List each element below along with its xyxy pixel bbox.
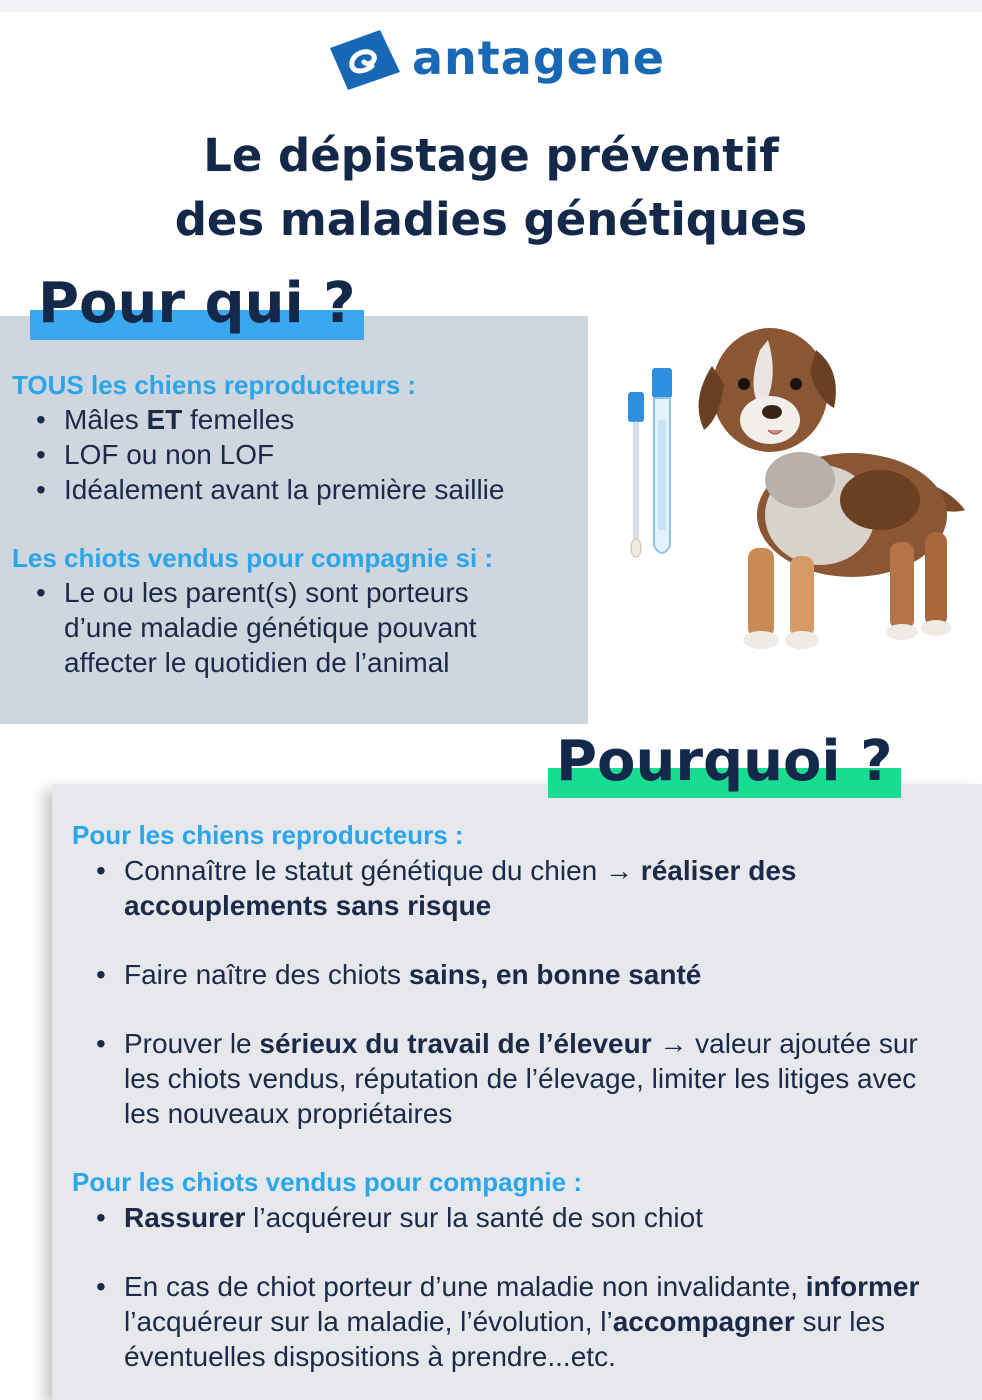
title-line-2: des maladies génétiques bbox=[174, 193, 808, 246]
bold-text: informer bbox=[805, 1271, 920, 1302]
bold-text: Rassurer bbox=[124, 1202, 246, 1233]
text-segment: LOF ou non LOF bbox=[64, 439, 275, 470]
list-item bbox=[14, 472, 574, 507]
list-item bbox=[74, 957, 944, 992]
who-subhead-2: Les chiots vendus pour compagnie si : bbox=[12, 543, 494, 573]
list-item bbox=[74, 1269, 969, 1374]
text-segment: Idéalement avant la première saillie bbox=[64, 474, 505, 505]
who-list-1 bbox=[14, 402, 574, 507]
test-tube-icon bbox=[652, 368, 672, 553]
text-segment: l’acquéreur sur la maladie, l’évolution, l’ bbox=[124, 1306, 613, 1337]
brand-name: antagene bbox=[412, 31, 665, 85]
text-segment: Prouver le bbox=[124, 1028, 260, 1059]
who-list-2 bbox=[14, 575, 534, 680]
bold-text: sains, en bonne santé bbox=[408, 959, 702, 990]
illustration bbox=[620, 310, 980, 660]
brand-logo[interactable] bbox=[326, 22, 666, 98]
why-heading: Pourquoi ? bbox=[548, 726, 901, 798]
top-strip bbox=[0, 0, 982, 12]
swab-tube-icon bbox=[628, 392, 644, 557]
text-segment: Connaître le statut génétique du chien → bbox=[124, 855, 641, 886]
bold-text: sérieux du travail de l’éleveur bbox=[259, 1028, 652, 1059]
text-segment: sur les éventuelles dispositions à prendre...etc. bbox=[124, 1306, 886, 1372]
who-subhead-1: TOUS les chiens reproducteurs : bbox=[12, 370, 417, 400]
list-item bbox=[74, 853, 944, 923]
text-segment: femelles bbox=[182, 404, 295, 435]
who-heading: Pour qui ? bbox=[30, 268, 364, 340]
text-segment: Le ou les parent(s) sont porteurs d’une maladie génétique pouvant affecter le quotidien de l’animal bbox=[64, 577, 477, 678]
text-segment: l’acquéreur sur la santé de son chiot bbox=[245, 1202, 704, 1233]
list-item bbox=[14, 437, 574, 472]
antagene-swirl-logo-icon bbox=[326, 22, 404, 96]
list-item bbox=[74, 1026, 944, 1131]
bold-text: réaliser des accouplements sans risque bbox=[124, 855, 797, 921]
why-list-2 bbox=[74, 1200, 969, 1374]
why-list-1 bbox=[74, 853, 944, 1131]
text-segment: Mâles bbox=[64, 404, 147, 435]
list-item bbox=[14, 575, 534, 680]
list-item bbox=[74, 1200, 969, 1235]
bold-text: ET bbox=[146, 404, 183, 435]
puppy-icon bbox=[699, 328, 965, 649]
list-item bbox=[14, 402, 574, 437]
text-segment: Faire naître des chiots bbox=[124, 959, 409, 990]
text-segment: En cas de chiot porteur d’une maladie non invalidante, bbox=[124, 1271, 806, 1302]
why-subhead-2: Pour les chiots vendus pour compagnie : bbox=[72, 1167, 582, 1197]
text-segment: → valeur ajoutée sur les chiots vendus, réputation de l’élevage, limiter les litiges avec les nouveaux propriétaires bbox=[124, 1028, 918, 1129]
bold-text: accompagner bbox=[612, 1306, 795, 1337]
title-line-1: Le dépistage préventif bbox=[203, 129, 779, 182]
why-subhead-1: Pour les chiens reproducteurs : bbox=[72, 820, 464, 850]
page-title bbox=[0, 124, 982, 252]
